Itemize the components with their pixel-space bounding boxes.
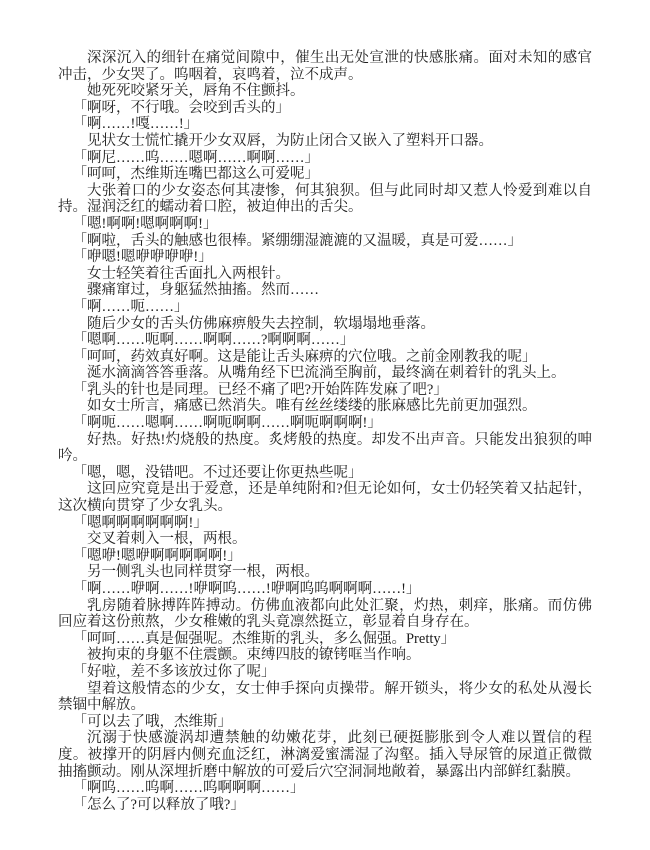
paragraph: 好热。好热!灼烧般的热度。炙烤般的热度。却发不出声音。只能发出狼狈的呻吟。 bbox=[58, 431, 592, 465]
paragraph: 女士轻笑着往舌面扎入两根针。 bbox=[87, 265, 290, 282]
paragraph: 沉溺于快感漩涡却遭禁触的幼嫩花芽，此刻已硬挺膨胀到令人难以置信的程度。被撑开的阴唇内侧充血泛红，淋漓爱蜜濡湿了沟壑。插入导尿管的尿道正微微抽搐颤动。刚从深埋折磨中解放的可爱后穴空洞洞地敞着，暴露出内部鲜红黏膜。 bbox=[58, 730, 592, 780]
dialogue-line: 「嗯，嗯，没错吧。不过还要让你更热些呢」 bbox=[72, 464, 363, 481]
dialogue-line: 「嗯咿!嗯咿啊啊啊啊啊!」 bbox=[72, 547, 242, 564]
paragraph: 涎水滴滴答答垂落。从嘴角经下巴流淌至胸前，最终滴在刺着针的乳头上。 bbox=[87, 365, 566, 382]
paragraph: 她死死咬紧牙关，唇角不住颤抖。 bbox=[87, 83, 305, 100]
dialogue-line: 「嗯啊……呃啊……啊啊……?啊啊啊……」 bbox=[72, 332, 355, 349]
dialogue-line: 「啊呃……嗯啊……啊呃啊啊……啊呃啊啊啊!」 bbox=[72, 415, 382, 432]
paragraph: 乳房随着脉搏阵阵搏动。仿佛血液都向此处汇聚，灼热，刺痒，胀痛。而仿佛回应着这份煎熬，少女稚嫩的乳头竟凛然挺立，彰显着自身存在。 bbox=[58, 597, 592, 631]
dialogue-line: 「啊尼……呜……嗯啊……啊啊……」 bbox=[72, 149, 319, 166]
dialogue-line: 「呵呵，杰维斯连嘴巴都这么可爱呢」 bbox=[72, 166, 319, 183]
paragraph: 交叉着刺入一根，两根。 bbox=[87, 531, 247, 548]
dialogue-line: 「嗯啊啊啊啊啊啊!」 bbox=[72, 514, 208, 531]
paragraph: 骤痛窜过，身躯猛然抽搐。然而…… bbox=[87, 282, 319, 299]
dialogue-line: 「好啦，差不多该放过你了呢」 bbox=[72, 663, 276, 680]
dialogue-line: 「啊……呃……」 bbox=[72, 298, 189, 315]
paragraph: 深深沉入的细针在痛觉间隙中，催生出无处宣泄的快感胀痛。面对未知的感官冲击，少女哭了。呜咽着，哀鸣着，泣不成声。 bbox=[58, 50, 592, 83]
dialogue-line: 「嗯!啊啊!嗯啊啊啊!」 bbox=[72, 215, 218, 232]
paragraph: 如女士所言，痛感已然消失。唯有丝丝缕缕的胀麻感比先前更加强烈。 bbox=[87, 398, 537, 415]
paragraph: 随后少女的舌头仿佛麻痹般失去控制，软塌塌地垂落。 bbox=[87, 315, 435, 332]
dialogue-line: 「啊……咿啊……!咿啊呜……!咿啊呜呜啊啊啊……!」 bbox=[72, 581, 421, 597]
dialogue-line: 「乳头的针也是同理。已经不痛了吧?开始阵阵发麻了吧?」 bbox=[72, 381, 448, 398]
paragraph: 望着这般情态的少女，女士伸手探向贞操带。解开锁头，将少女的私处从漫长禁锢中解放。 bbox=[58, 680, 592, 714]
dialogue-line: 「怎么了?可以释放了哦?」 bbox=[72, 796, 245, 813]
dialogue-line: 「呵呵，药效真好啊。这是能让舌头麻痹的穴位哦。之前金刚教我的呢」 bbox=[72, 348, 537, 365]
paragraph: 这回应究竟是出于爱意，还是单纯附和?但无论如何，女士仍轻笑着又拈起针，这次横向贯穿了少女乳头。 bbox=[58, 481, 592, 515]
text-column bbox=[58, 50, 592, 813]
dialogue-line: 「啊呀，不行哦。会咬到舌头的」 bbox=[72, 99, 290, 116]
paragraph: 被拘束的身躯不住震颤。束缚四肢的镣铐哐当作响。 bbox=[87, 647, 421, 664]
paragraph: 见状女士慌忙撬开少女双唇，为防止闭合又嵌入了塑料开口器。 bbox=[87, 132, 493, 149]
dialogue-line: 「啊啦，舌头的触感也很棒。紧绷绷湿漉漉的又温暖，真是可爱……」 bbox=[72, 232, 522, 249]
paragraph: 大张着口的少女姿态何其凄惨，何其狼狈。但与此同时却又惹人怜爱到难以自持。湿润泛红的蠕动着口腔，被迫伸出的舌尖。 bbox=[58, 182, 592, 216]
dialogue-line: 「啊呜……呜啊……呜啊啊啊……」 bbox=[72, 780, 305, 797]
dialogue-line: 「咿嗯!嗯咿咿咿咿!」 bbox=[72, 249, 213, 266]
dialogue-line: 「可以去了哦，杰维斯」 bbox=[72, 713, 232, 730]
paragraph: 另一侧乳头也同样贯穿一根，两根。 bbox=[87, 564, 319, 581]
dialogue-line: 「呵呵……真是倔强呢。杰维斯的乳头，多么倔强。Pretty」 bbox=[72, 630, 456, 647]
dialogue-line: 「啊……!嘎……!」 bbox=[72, 116, 199, 133]
